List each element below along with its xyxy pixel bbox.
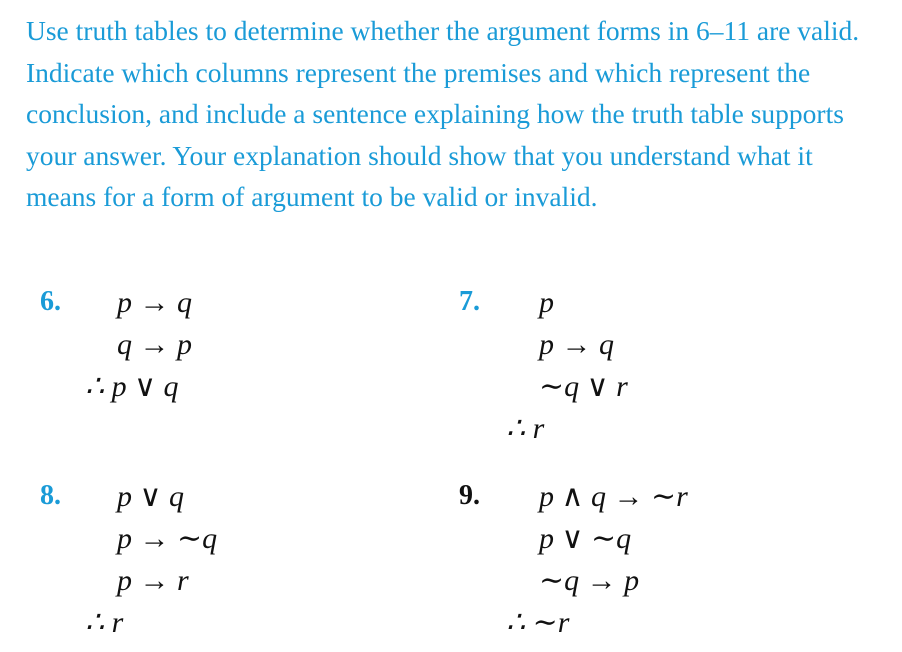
premise-3: ∼q → p	[539, 564, 640, 597]
conclusion: ∴ p ∨ q	[85, 370, 179, 403]
premise-2: p → q	[539, 328, 614, 361]
premise-3: p → r	[117, 564, 189, 597]
premise-2: p ∨ ∼q	[539, 522, 632, 555]
conclusion: ∴ ∼r	[506, 606, 570, 639]
problem-number: 6.	[40, 286, 61, 317]
premise-1: p ∨ q	[117, 480, 184, 513]
premise-2: q → p	[117, 328, 192, 361]
premise-3: ∼q ∨ r	[539, 370, 628, 403]
premise-1: p → q	[117, 286, 192, 319]
problem-number: 7.	[459, 286, 480, 317]
premise-1: p ∧ q → ∼r	[539, 480, 688, 513]
conclusion: ∴ r	[506, 412, 545, 445]
problem-number: 9.	[459, 480, 480, 511]
conclusion: ∴ r	[85, 606, 124, 639]
problem-number: 8.	[40, 480, 61, 511]
premise-1: p	[539, 286, 554, 319]
premise-2: p → ∼q	[117, 522, 218, 555]
instructions-text: Use truth tables to determine whether the argument forms in 6–11 are valid. Indicate which columns represent the premises and which represent the conclusion, and include a sentence explaining how the truth table supports your answer. Your explanation should show that you understand what it means for a form of argument to be valid or invalid.	[26, 15, 860, 212]
